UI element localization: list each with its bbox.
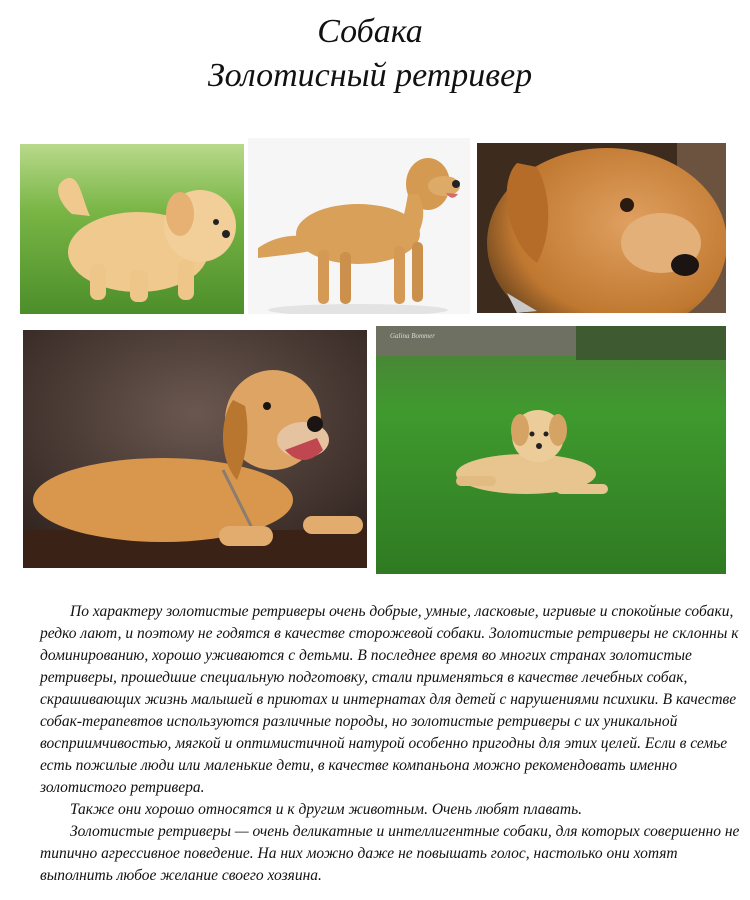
- article-paragraph-2: Также они хорошо относятся и к другим животным. Очень любят плавать.: [70, 801, 583, 818]
- page-title-line-1: Собака: [317, 13, 423, 50]
- photo-retriever-closeup: [477, 143, 726, 313]
- article-paragraph-1: По характеру золотистые ретриверы очень добрые, умные, ласковые, игривые и спокойные собаки, редко лают, и поэтому не годятся в качестве сторожевой собаки. Золотистые ретриверы не склонны к доминированию, хорошо уживаются с детьми. В последнее время во многих странах золотистые ретриверы, прошедшие специальную подготовку, стали применяться в качестве лечебных собак, скрашивающих жизнь малышей в приютах и интернатах для детей с нарушениями психики. В качестве собак-терапевтов используются различные породы, но золотистые ретриверы с их уникальной восприимчивостью, мягкой и оптимистичной натурой особенно пригодны для этих целей. Если в семье есть пожилые люди или маленькие дети, в качестве компаньона можно рекомендовать именно золотистого ретривера.: [40, 603, 739, 796]
- page-title-line-2: Золотисный ретривер: [207, 57, 533, 94]
- photo-retriever-on-lawn: [376, 326, 726, 574]
- photo-watermark: Galina Bommer: [390, 332, 435, 340]
- photo-puppy-on-grass: [20, 144, 244, 314]
- photo-lying-retriever-studio: [23, 330, 367, 568]
- article-body: [40, 601, 740, 887]
- article-paragraph-3: Золотистые ретриверы — очень деликатные и интеллигентные собаки, для которых совершенно не типично агрессивное поведение. На них можно даже не повышать голос, настолько они хотят выполнить любое желание своего хозяина.: [40, 823, 740, 884]
- photo-standing-retriever: [248, 138, 470, 314]
